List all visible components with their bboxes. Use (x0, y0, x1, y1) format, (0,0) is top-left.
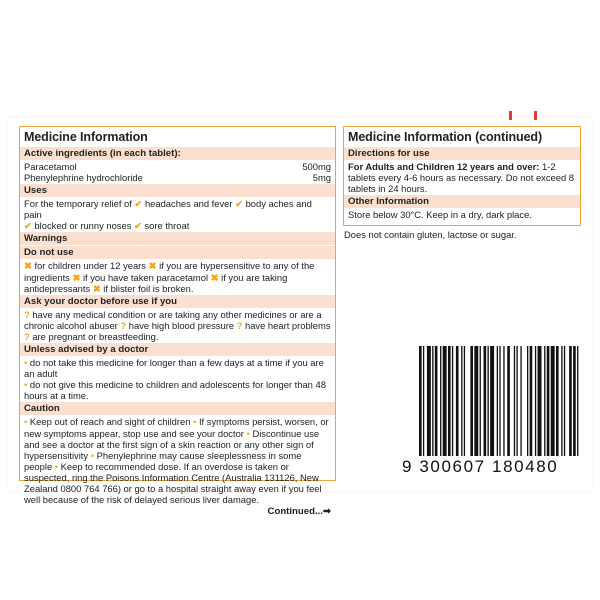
barcode-bar (490, 346, 494, 456)
barcode-bar (435, 346, 438, 456)
do-not-use-text (20, 260, 335, 293)
barcode-bar (547, 346, 550, 456)
other-information-text: Store below 30°C. Keep in a dry, dark place. (348, 209, 532, 221)
question-icon: ? (236, 319, 243, 331)
unless-item: do not give this medicine to children and adolescents for longer than 48 hours at a time. (24, 379, 326, 402)
barcode-bar (499, 346, 500, 456)
barcode-number: 9 300607 180480 (402, 457, 559, 476)
bullet-icon: • (24, 357, 28, 369)
barcode-bar (514, 346, 515, 456)
barcode-bar (507, 346, 510, 456)
ingredient-dose: 5mg (312, 172, 331, 184)
bullet-icon: • (54, 460, 59, 472)
uses-header: Uses (20, 184, 335, 197)
ask-item: are pregnant or breastfeeding. (32, 330, 159, 342)
panel-title: Medicine Information (continued) (348, 130, 543, 144)
directions-header: Directions for use (344, 147, 580, 160)
caution-text (20, 416, 335, 505)
ingredient-dose: 500mg (302, 161, 331, 172)
caution-header: Caution (20, 402, 335, 415)
barcode-bar (480, 346, 481, 456)
do-not-use-item: if you have taken paracetamol (82, 271, 209, 283)
ingredient-name: Phenylephrine hydrochloride (24, 172, 143, 184)
directions-text (344, 161, 580, 194)
barcode-bar (456, 346, 459, 456)
check-icon: ✔ (134, 198, 143, 210)
do-not-use-header: Do not use (20, 246, 335, 259)
barcode-bar (474, 346, 478, 456)
uses-text (20, 198, 335, 231)
ingredient-row (20, 172, 335, 183)
cross-icon: ✖ (210, 271, 219, 283)
cross-icon: ✖ (148, 260, 157, 272)
directions-bold: For Adults and Children 12 years and over: (348, 161, 540, 172)
question-icon: ? (120, 319, 127, 331)
red-tick-mark (534, 111, 537, 120)
use-item: headaches and fever (144, 198, 233, 210)
barcode-bar (551, 346, 555, 456)
ingredient-name: Paracetamol (24, 161, 77, 172)
barcode-bar (573, 346, 576, 456)
warnings-header: Warnings (20, 232, 335, 245)
barcode-bar (432, 346, 433, 456)
barcode-bar (452, 346, 453, 456)
barcode-bar (503, 346, 504, 456)
ask-item: have any medical condition or are taking any other medicines or are a chronic alcohol abuser (24, 308, 322, 331)
barcode-bar (443, 346, 447, 456)
barcode-bar (569, 346, 572, 456)
barcode-bar (577, 346, 578, 456)
cross-icon: ✖ (72, 271, 81, 283)
barcode-bar (544, 346, 545, 456)
do-not-use-item: for children under 12 years (34, 260, 146, 272)
red-tick-mark (509, 111, 512, 120)
barcode-bar (530, 346, 533, 456)
question-icon: ? (24, 330, 30, 342)
bullet-icon: • (90, 449, 94, 461)
barcode-bar (461, 346, 462, 456)
check-icon: ✔ (134, 220, 142, 232)
continued-label: Continued...➡ (267, 506, 331, 518)
barcode-bar (440, 346, 441, 456)
panel-title: Medicine Information (24, 130, 148, 144)
barcode-bar (561, 346, 562, 456)
do-not-use-item: if blister foil is broken. (103, 282, 194, 294)
ingredient-row (20, 161, 335, 172)
barcode-bar (527, 346, 528, 456)
barcode-bar (564, 346, 565, 456)
do-not-use-item: if you are taking antidepressants (24, 271, 288, 294)
bullet-icon: • (24, 379, 28, 391)
caution-item: Discontinue use and see a doctor at the first sign of a skin reaction or any other sign of hypersensitivity (24, 427, 320, 461)
caution-item: Keep out of reach and sight of children (29, 416, 191, 428)
bullet-icon: • (193, 416, 197, 428)
barcode-bar (464, 346, 465, 456)
check-icon: ✔ (24, 220, 32, 232)
medicine-information-continued-panel (343, 126, 581, 226)
caution-item: Keep to recommended dose. If an overdose is taken or suspected, ring the Poisons Information Centre (Australia 131126, New Zealand 0800 764 766) or go to a hospital straight away even if you feel well because of the risk of delayed serious liver damage. (24, 460, 322, 506)
do-not-use-item: if you are hypersensitive to any of the ingredients (24, 260, 315, 283)
question-icon: ? (24, 308, 30, 320)
unless-item: do not take this medicine for longer than a few days at a time if you are an adult (24, 357, 324, 380)
unless-advised-header: Unless advised by a doctor (20, 343, 335, 356)
check-icon: ✔ (235, 198, 243, 210)
caution-item: If symptoms persist, worsen, or new symptoms appear, stop use and see your doctor (24, 416, 329, 439)
ask-doctor-text (20, 309, 335, 342)
ask-item: have heart problems (245, 319, 331, 331)
medicine-information-panel (19, 126, 336, 518)
barcode-bar (448, 346, 451, 456)
barcode-bar (535, 346, 536, 456)
barcode-bar (423, 346, 424, 456)
cross-icon: ✖ (92, 282, 101, 294)
active-ingredients-header: Active ingredients (in each tablet): (20, 147, 335, 160)
cross-icon: ✖ (24, 260, 32, 272)
use-item: body aches and pain (24, 198, 312, 221)
use-item: blocked or runny noses (34, 220, 132, 232)
barcode-bar (487, 346, 488, 456)
barcode-bar (516, 346, 517, 456)
allergen-statement: Does not contain gluten, lactose or sugar. (344, 229, 517, 240)
caution-item: Phenylephrine may cause sleeplessness in some people (24, 449, 302, 472)
barcode-bar (419, 346, 422, 456)
bullet-icon: • (246, 427, 250, 439)
barcode-bar (538, 346, 542, 456)
barcode (419, 346, 581, 456)
barcode-bar (556, 346, 559, 456)
directions-body: 1-2 tablets every 4-6 hours as necessary. Do not exceed 8 tablets in 24 hours. (348, 161, 574, 195)
uses-intro: For the temporary relief of (24, 198, 132, 210)
unless-advised-text (20, 357, 335, 401)
use-item: sore throat (144, 220, 190, 232)
ask-doctor-header: Ask your doctor before use if you (20, 295, 335, 308)
barcode-bar (427, 346, 431, 456)
other-information-header: Other Information (344, 195, 580, 208)
barcode-bar (470, 346, 473, 456)
ask-item: have high blood pressure (128, 319, 235, 331)
barcode-bar (497, 346, 498, 456)
bullet-icon: • (24, 416, 28, 428)
barcode-bar (520, 346, 521, 456)
barcode-bar (484, 346, 487, 456)
